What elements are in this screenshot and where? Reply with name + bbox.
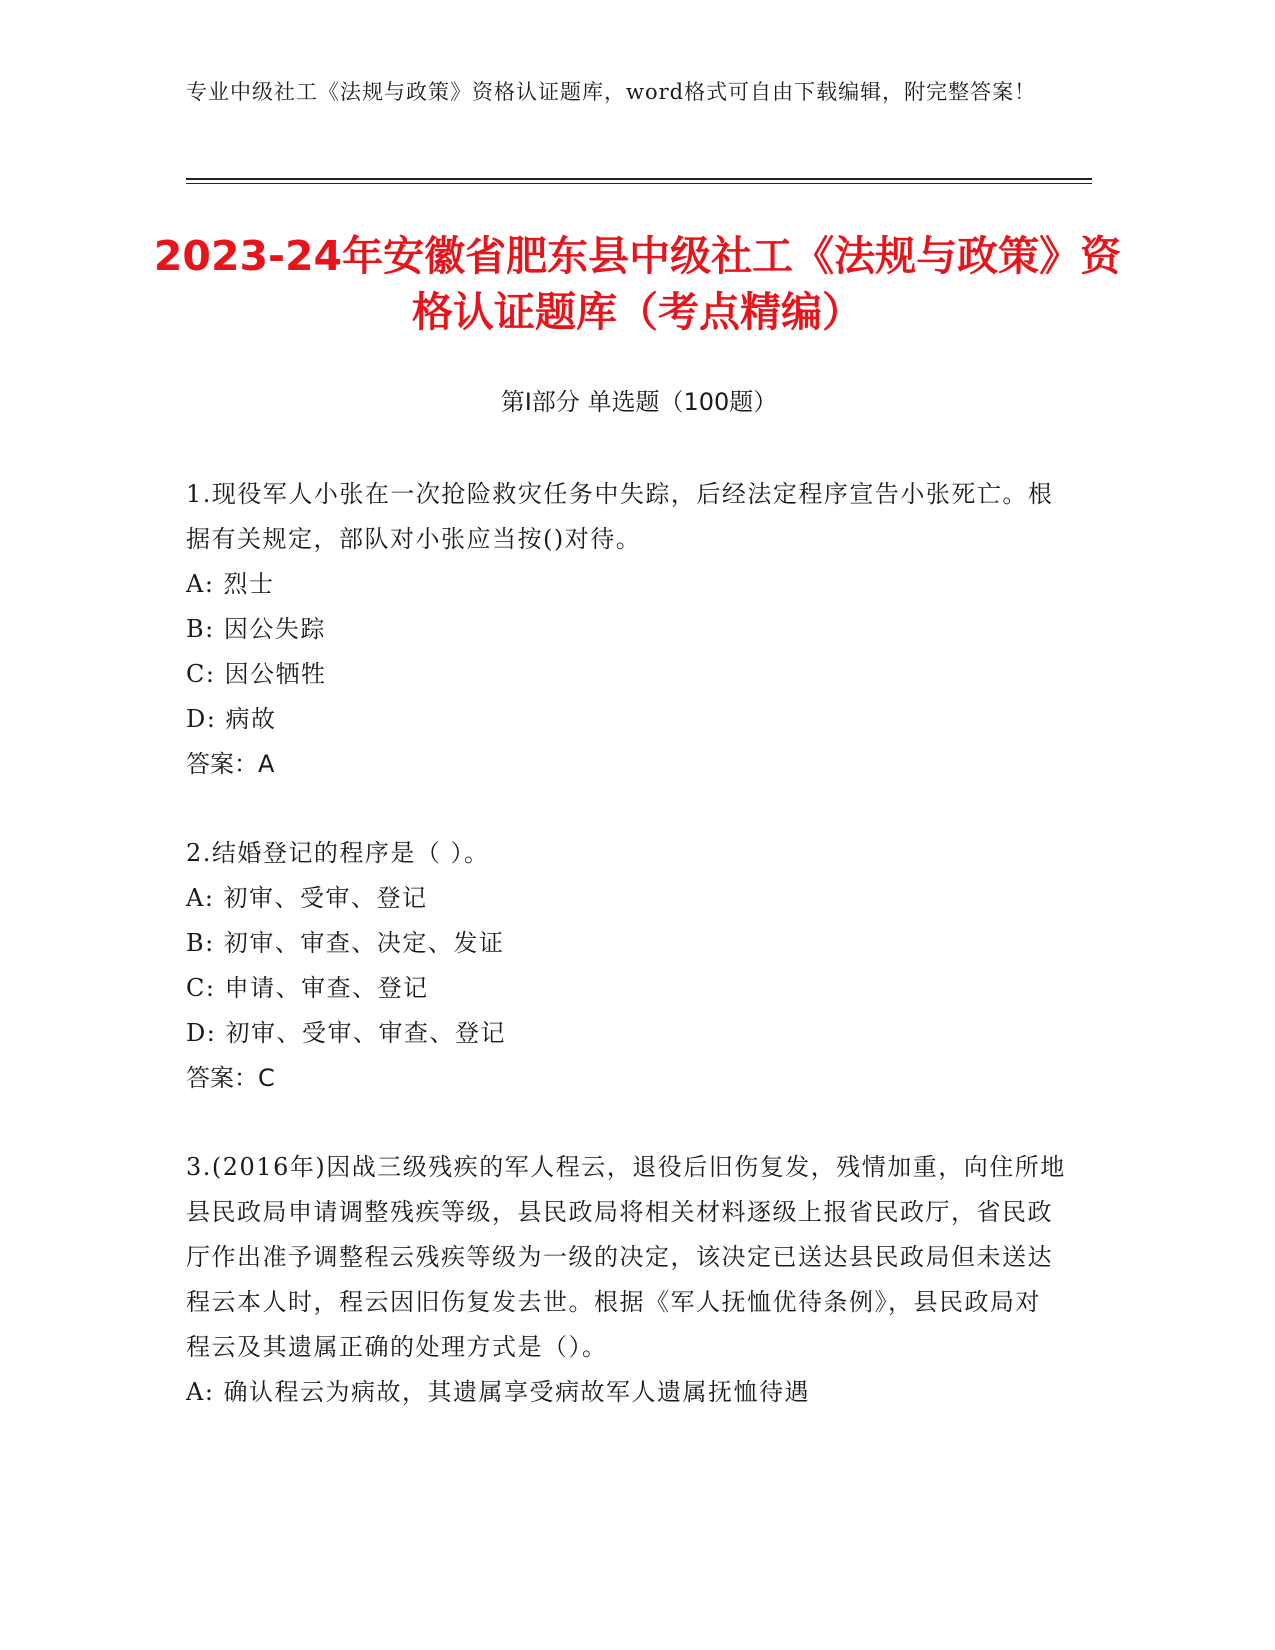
question-2	[186, 831, 1066, 1101]
option-b: B: 初审、审查、决定、发证	[186, 929, 505, 957]
document-title: 2023-24年安徽省肥东县中级社工《法规与政策》资格认证题库（考点精编）	[153, 232, 1122, 336]
question-stem: 3.(2016年)因战三级残疾的军人程云，退役后旧伤复发，残情加重，向住所地县民政局申请调整残疾等级，县民政局将相关材料逐级上报省民政厅，省民政厅作出准予调整程云残疾等级为一级的决定，该决定已送达县民政局但未送达程云本人时，程云因旧伤复发去世。根据《军人抚恤优待条例》，县民政局对程云及其遗属正确的处理方式是（）。	[186, 1153, 1066, 1361]
option-a: A: 初审、受审、登记	[186, 884, 428, 912]
option-a: A: 确认程云为病故，其遗属享受病故军人遗属抚恤待遇	[186, 1378, 811, 1406]
question-3	[186, 1145, 1066, 1415]
header-divider-thin	[186, 183, 1092, 184]
answer-text: 答案：C	[186, 1064, 275, 1092]
option-d: D: 初审、受审、审查、登记	[186, 1019, 506, 1047]
option-a: A: 烈士	[186, 570, 275, 598]
option-c: C: 因公牺牲	[186, 660, 327, 688]
question-list	[186, 472, 1066, 1459]
header-note: 专业中级社工《法规与政策》资格认证题库，word格式可自由下载编辑，附完整答案！	[186, 80, 1037, 104]
option-b: B: 因公失踪	[186, 615, 326, 643]
section-title: 第I部分 单选题（100题）	[500, 388, 778, 416]
question-stem: 1.现役军人小张在一次抢险救灾任务中失踪，后经法定程序宣告小张死亡。根据有关规定，部队对小张应当按()对待。	[186, 480, 1054, 553]
option-c: C: 申请、审查、登记	[186, 974, 429, 1002]
header-divider-thick	[186, 178, 1092, 180]
question-1	[186, 472, 1066, 787]
answer-text: 答案：A	[186, 750, 275, 778]
question-stem: 2.结婚登记的程序是（ ）。	[186, 839, 490, 867]
option-d: D: 病故	[186, 705, 277, 733]
